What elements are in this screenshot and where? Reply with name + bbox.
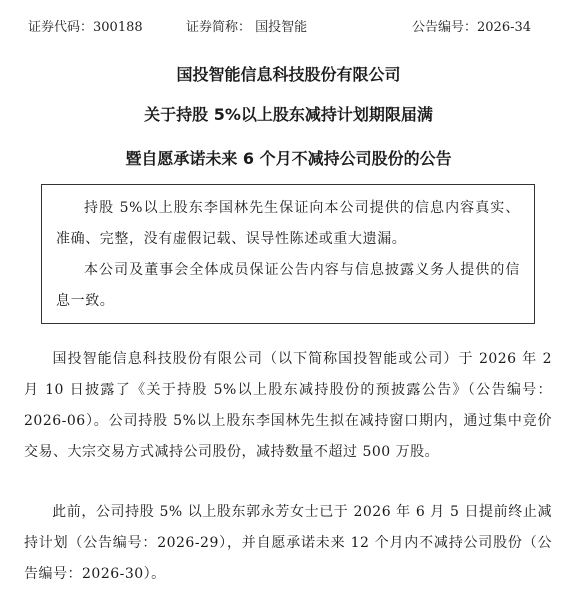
disclaimer-box [41, 184, 535, 324]
body-paragraph-1-text: 国投智能信息科技股份有限公司（以下简称国投智能或公司）于 2026 年 2 月 10 日披露了《关于持股 5%以上股东减持股份的预披露公告》（公告编号：2026-06）。公司持股 5%以上股东李国林先生拟在减持窗口期内，通过集中竞价交易、大宗交易方式减持公司股份，减持数量不超过 500 万股。 [24, 351, 552, 460]
disclaimer-paragraph-2: 本公司及董事会全体成员保证公告内容与信息披露义务人提供的信息一致。 [56, 262, 520, 309]
announcement-number: 公告编号：2026-34 [412, 20, 532, 35]
announcement-title-line1: 关于持股 5%以上股东减持计划期限届满 [144, 105, 433, 124]
body-paragraph-1 [24, 344, 552, 468]
document-header [0, 16, 577, 36]
body-paragraph-2 [24, 497, 552, 590]
company-title: 国投智能信息科技股份有限公司 [176, 65, 401, 84]
stock-code: 证券代码：300188 [28, 20, 143, 35]
announcement-title-line2: 暨自愿承诺未来 6 个月不减持公司股份的公告 [125, 149, 452, 168]
stock-abbreviation: 证券简称： 国投智能 [186, 20, 308, 35]
body-paragraph-2-text: 此前，公司持股 5% 以上股东郭永芳女士已于 2026 年 6 月 5 日提前终止减持计划（公告编号：2026-29），并自愿承诺未来 12 个月内不减持公司股份（公告编号：2026-30）。 [24, 504, 552, 582]
disclaimer-paragraph-1: 持股 5%以上股东李国林先生保证向本公司提供的信息内容真实、准确、完整，没有虚假记载、误导性陈述或重大遗漏。 [56, 200, 520, 247]
